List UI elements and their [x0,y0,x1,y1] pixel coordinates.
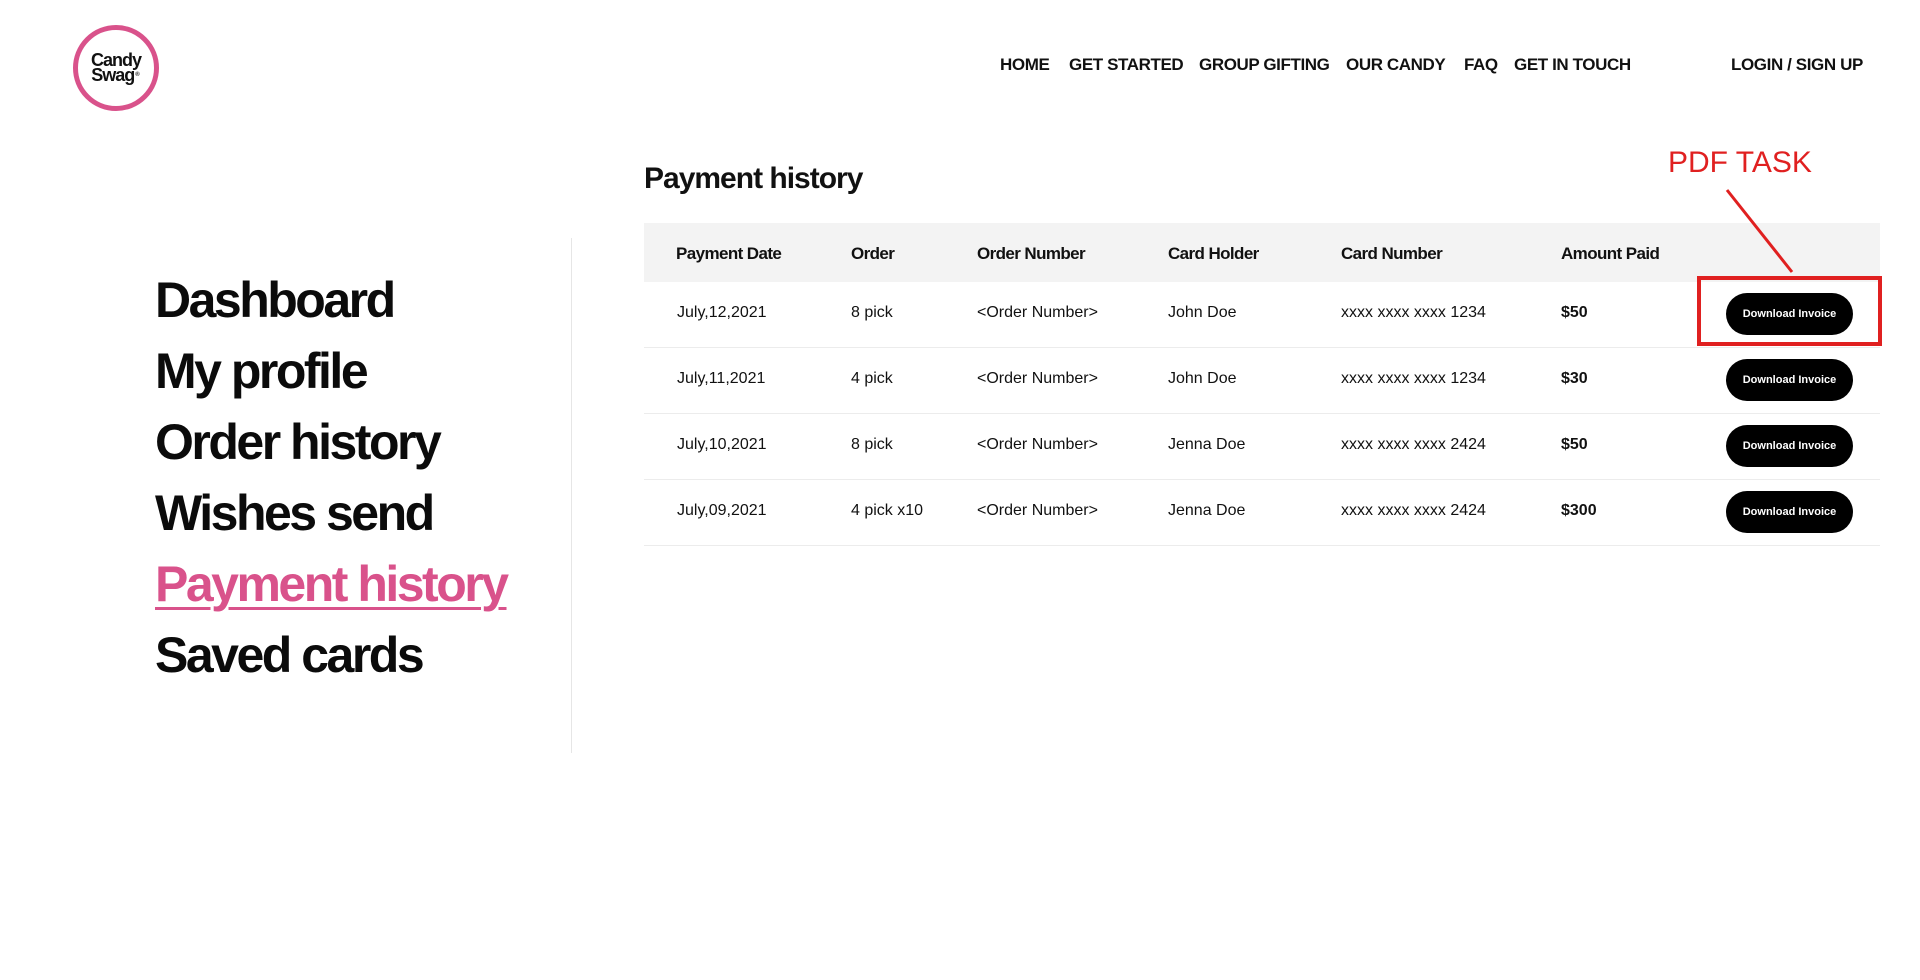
cell-order: 8 pick [851,436,893,453]
cell-card-holder: Jenna Doe [1168,436,1246,453]
logo-text-swag: Swag [91,65,135,85]
cell-order: 4 pick [851,370,893,387]
download-invoice-button[interactable]: Download Invoice [1726,425,1853,467]
sidebar-divider [571,238,572,753]
logo-text-line1: Candy [90,50,141,70]
table-row [644,348,1880,414]
cell-card-number: xxxx xxxx xxxx 2424 [1341,502,1486,519]
cell-payment-date: July,10,2021 [677,436,767,453]
cell-amount-paid: $30 [1561,370,1588,387]
cell-order-number: <Order Number> [977,304,1098,321]
download-invoice-button[interactable]: Download Invoice [1726,293,1853,335]
nav-get-started[interactable]: GET STARTED [1069,55,1184,74]
cell-amount-paid: $50 [1561,304,1588,321]
annotation-label: PDF TASK [1668,146,1812,179]
table-row [644,480,1880,546]
logo-registered-mark: ® [135,72,139,78]
table-header [644,223,1880,282]
cell-order: 4 pick x10 [851,502,924,519]
header-amount-paid: Amount Paid [1561,244,1660,263]
menu-saved-cards[interactable]: Saved cards [155,627,423,683]
nav-login-signup[interactable]: LOGIN / SIGN UP [1731,55,1863,74]
menu-dashboard[interactable]: Dashboard [155,272,394,328]
cell-payment-date: July,12,2021 [677,304,767,321]
header-payment-date: Payment Date [676,244,782,263]
menu-payment-history[interactable]: Payment history [155,556,507,612]
annotation-highlight-box [1697,276,1882,346]
cell-card-holder: John Doe [1168,304,1237,321]
header-order: Order [851,244,895,263]
cell-card-number: xxxx xxxx xxxx 2424 [1341,436,1486,453]
cell-order-number: <Order Number> [977,370,1098,387]
header-card-holder: Card Holder [1168,244,1259,263]
cell-amount-paid: $50 [1561,436,1588,453]
account-menu [155,265,507,691]
nav-our-candy[interactable]: OUR CANDY [1346,55,1446,74]
menu-my-profile[interactable]: My profile [155,343,367,399]
header-card-number: Card Number [1341,244,1443,263]
cell-order-number: <Order Number> [977,436,1098,453]
cell-payment-date: July,09,2021 [677,502,767,519]
nav-get-in-touch[interactable]: GET IN TOUCH [1514,55,1631,74]
table-row [644,282,1880,348]
cell-amount-paid: $300 [1561,502,1597,519]
top-nav [0,50,1920,79]
header-order-number: Order Number [977,244,1086,263]
payment-history-table [644,223,1880,546]
nav-faq[interactable]: FAQ [1464,55,1498,74]
cell-order: 8 pick [851,304,893,321]
download-invoice-button[interactable]: Download Invoice [1726,359,1853,401]
cell-card-holder: John Doe [1168,370,1237,387]
menu-wishes-send[interactable]: Wishes send [155,485,433,541]
cell-payment-date: July,11,2021 [677,370,766,387]
cell-card-number: xxxx xxxx xxxx 1234 [1341,304,1486,321]
nav-home[interactable]: HOME [1000,55,1050,74]
download-invoice-button[interactable]: Download Invoice [1726,491,1853,533]
cell-card-number: xxxx xxxx xxxx 1234 [1341,370,1486,387]
cell-order-number: <Order Number> [977,502,1098,519]
nav-group-gifting[interactable]: GROUP GIFTING [1199,55,1330,74]
table-row [644,414,1880,480]
page-title: Payment history [644,162,863,195]
menu-order-history[interactable]: Order history [155,414,440,470]
cell-card-holder: Jenna Doe [1168,502,1246,519]
